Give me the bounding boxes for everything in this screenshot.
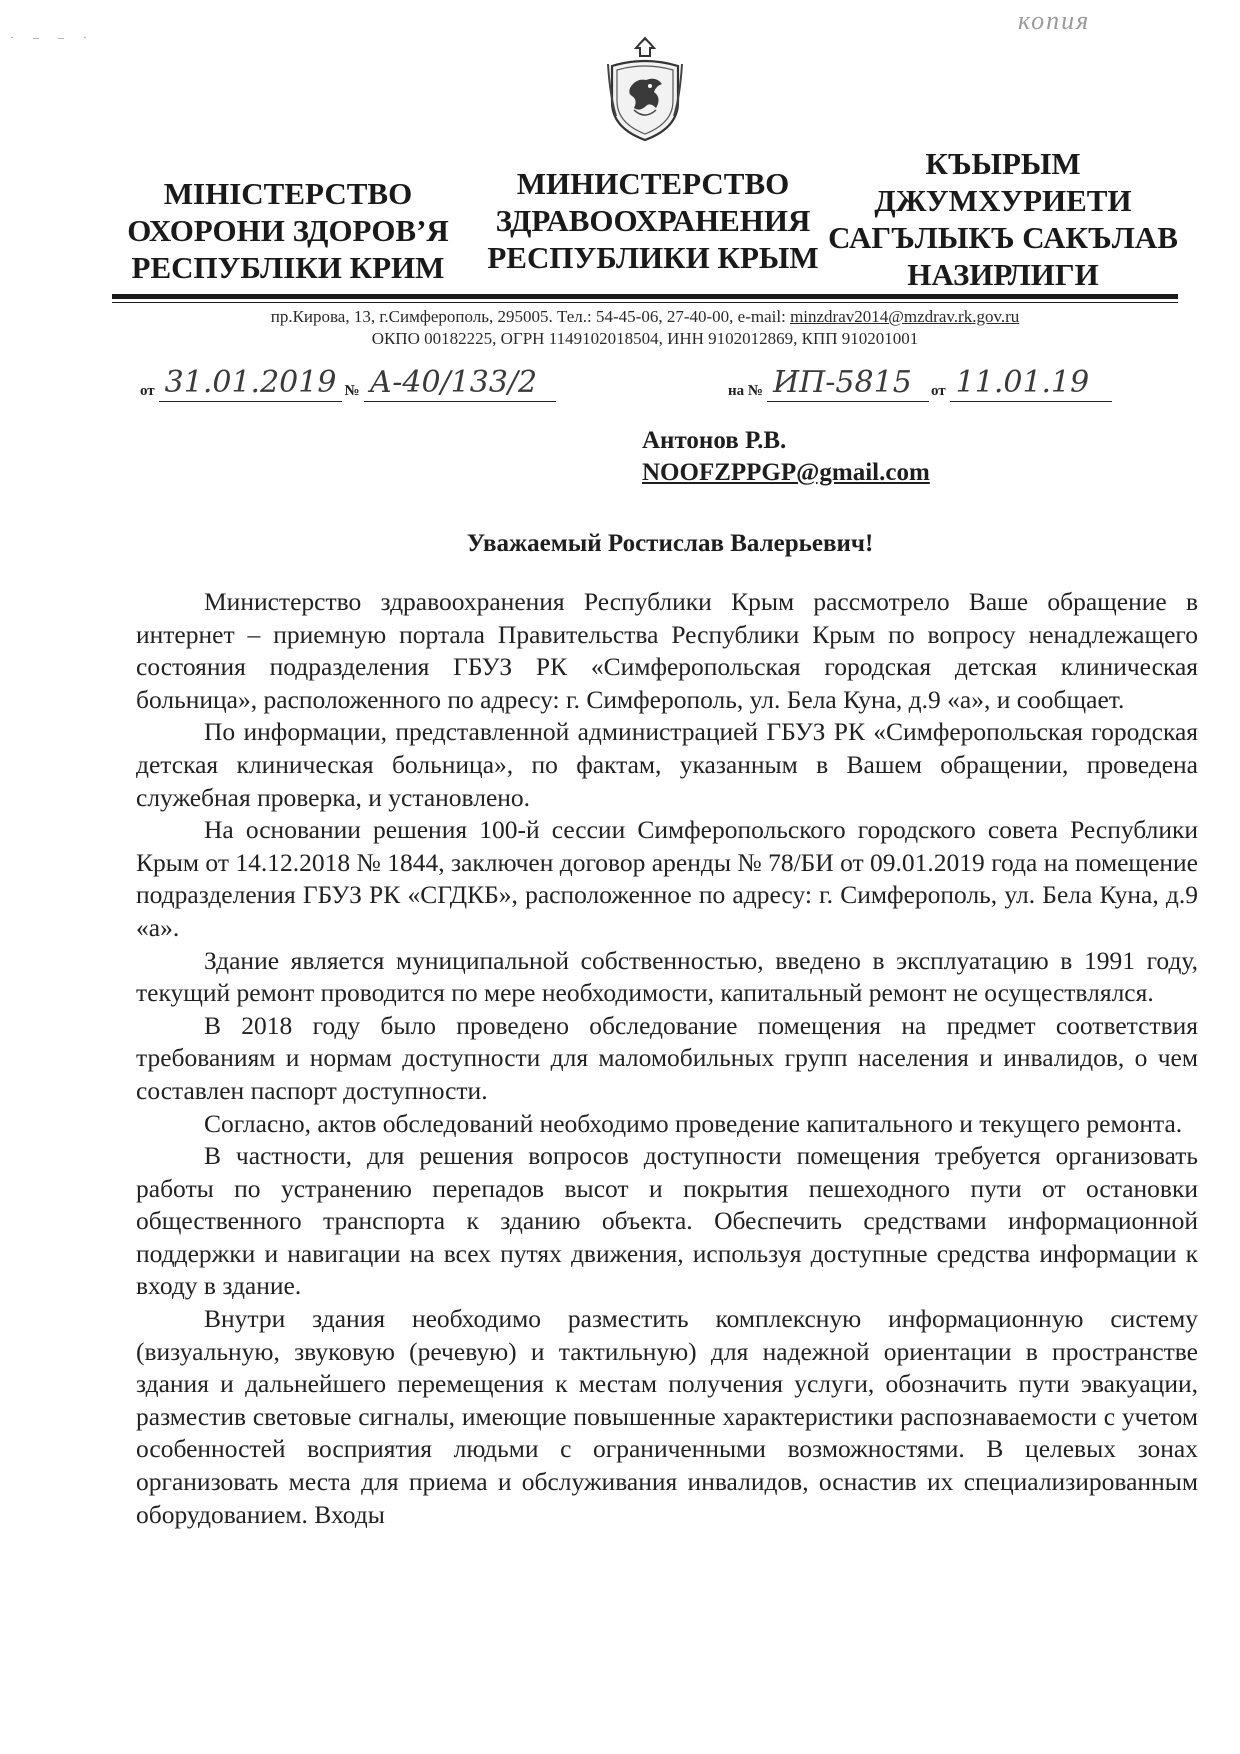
header-divider-thin [112, 302, 1178, 303]
from-label: от [140, 383, 155, 399]
body-paragraph: В 2018 году было проведено обследование помещения на предмет соответствия требованиям и нормам доступности для маломобильных групп населения и инвалидов, о чем составлен паспорт доступности. [136, 1010, 1198, 1105]
body-paragraph: Здание является муниципальной собственностью, введено в эксплуатацию в 1991 году, текущий ремонт проводится по мере необходимости, капитальный ремонт не осуществлялся. [136, 945, 1198, 1008]
ministry-ua-line-3: РЕСПУБЛІКИ КРИМ [131, 250, 445, 285]
reply-number: ИП-5815 [767, 365, 929, 402]
body-paragraph: Внутри здания необходимо разместить комплексную информационную систему (визуальную, звуковую (речевую) и тактильную) для надежной ориентации в пространстве здания и дальнейшего перемещения к местам получения услуги, обозначить пути эвакуации, разместив световые сигналы, имеющие повышенные характеристики распознаваемости с учетом особенностей восприятия людьми с ограниченными возможностями. В целевых зонах организовать места для приема и обслуживания инвалидов, оснастив их специализированным оборудованием. Входы [136, 1304, 1198, 1529]
reply-to-label: на № [728, 383, 763, 399]
ministry-cr-line-2: ДЖУМХУРИЕТИ [874, 183, 1132, 218]
crimea-coat-of-arms-icon [606, 36, 684, 142]
ministry-name-russian [468, 165, 838, 276]
outgoing-number: А-40/133/2 [364, 365, 556, 402]
incoming-reference [726, 365, 1176, 405]
body-paragraph: В частности, для решения вопросов доступности помещения требуется организовать работы по устранению перепадов высот и покрытия пешеходного пути от остановки общественного транспорта к зданию объекта. Обеспечить средствами информационной поддержки и навигации на всех путях движения, используя доступные средства информации к входу в здание. [136, 1141, 1198, 1301]
ministry-name-ukrainian [118, 175, 458, 286]
number-label: № [344, 383, 360, 399]
outgoing-date: 31.01.2019 [159, 365, 343, 402]
header-divider [112, 294, 1178, 299]
ministry-ru-line-1: МИНИСТЕРСТВО [516, 166, 790, 201]
ministry-ua-line-2: ОХОРОНИ ЗДОРОВ’Я [127, 213, 449, 248]
outgoing-registration [138, 365, 578, 405]
ministry-cr-line-1: КЪЫРЫМ [925, 146, 1081, 181]
letter-body [136, 586, 1198, 1531]
ministry-cr-line-3: САГЪЛЫКЪ САКЪЛАВ [828, 220, 1178, 255]
contact-line-2: ОКПО 00182225, ОГРН 1149102018504, ИНН 9102012869, КПП 910201001 [371, 329, 919, 348]
ministry-name-crimean-tatar [828, 145, 1178, 293]
contact-details [112, 306, 1178, 350]
reply-date: 11.01.19 [950, 365, 1112, 402]
addressee-email[interactable]: NOOFZPPGP@gmail.com [642, 459, 930, 486]
addressee-block [642, 425, 930, 489]
salutation: Уважаемый Ростислав Валерьевич! [466, 530, 874, 557]
addressee-name: Антонов Р.В. [642, 427, 787, 454]
ministry-ru-line-2: ЗДРАВООХРАНЕНИЯ [495, 203, 811, 238]
ministry-ru-line-3: РЕСПУБЛИКИ КРЫМ [487, 240, 819, 275]
copy-stamp: копия [1018, 6, 1091, 35]
ministry-cr-line-4: НАЗИРЛИГИ [907, 257, 1099, 292]
contact-line-1 [112, 306, 1178, 328]
body-paragraph: Министерство здравоохранения Республики Крым рассмотрело Ваше обращение в интернет – приемную портала Правительства Республики Крым по вопросу ненадлежащего состояния подразделения ГБУЗ РК «Симферопольская городская детская клиническая больница», расположенного по адресу: г. Симферополь, ул. Бела Куна, д.9 «а», и сообщает. [136, 587, 1198, 714]
body-paragraph: Согласно, актов обследований необходимо проведение капитального и текущего ремонта. [204, 1108, 1183, 1138]
body-paragraph: На основании решения 100-й сессии Симферопольского городского совета Республики Крым от 14.12.2018 № 1844, заключен договор аренды № 78/БИ от 09.01.2019 года на помещение подразделения ГБУЗ РК «СГДКБ», расположенное по адресу: г. Симферополь, ул. Бела Куна, д.9 «а». [136, 815, 1198, 942]
scan-marks: · – – · [10, 30, 95, 44]
ministry-ua-line-1: МІНІСТЕРСТВО [163, 176, 413, 211]
contact-address-phones: пр.Кирова, 13, г.Симферополь, 295005. Тел.: 54-45-06, 27-40-00, e-mail: [270, 307, 791, 326]
body-paragraph: По информации, представленной администрацией ГБУЗ РК «Симферопольская городская детская клиническая больница», по фактам, указанным в Вашем обращении, проведена служебная проверка, и установлено. [136, 717, 1198, 812]
reply-from-label: от [930, 383, 946, 399]
ministry-email-link[interactable]: minzdrav2014@mzdrav.rk.gov.ru [790, 307, 1020, 326]
